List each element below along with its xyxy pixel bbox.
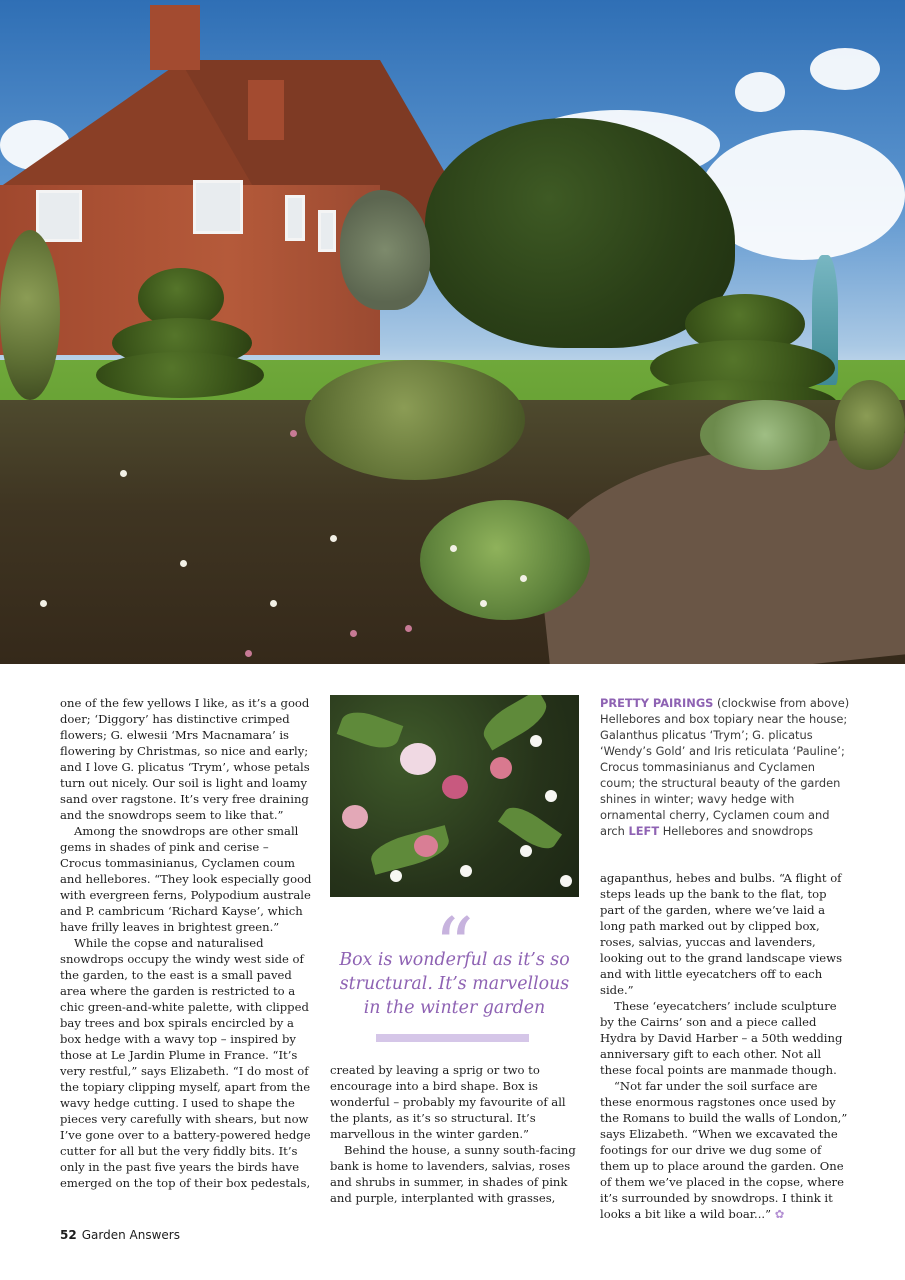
pull-quote-rule (376, 1034, 529, 1042)
snowdrop (450, 545, 457, 552)
chimney (150, 5, 200, 70)
hellebore-flower (414, 835, 438, 857)
caption-text: (clockwise from above) Hellebores and box topiary near the house; Galanthus plicatus ‘Trym’; G. plicatus ‘Wendy’s Gold’ and Iris reticulata ‘Pauline’; Crocus tommasinianus and Cyclamen coum; the structural beauty of the garden shines in winter; wavy hedge with ornamental cherry, Cyclamen coum and arch (600, 696, 850, 838)
paragraph-text: “Not far under the soil surface are these enormous ragstones once used by the Romans to build the walls of London,” says Elizabeth. “When we excavated the footings for our drive we dug some of them up to place around the garden. One of them we’ve placed in the copse, where it’s surrounded by snowdrops. I think it looks a bit like a wild boar...” (600, 1079, 848, 1221)
hellebore-flower (405, 625, 412, 632)
inset-photo (330, 695, 579, 897)
body-column-1 (60, 695, 312, 1191)
hellebore-flower (342, 805, 368, 829)
caption-text: Hellebores and snowdrops (659, 824, 814, 838)
window (193, 180, 243, 234)
caption-label: LEFT (628, 824, 660, 838)
hellebore-flower (400, 743, 436, 775)
snowdrop (520, 845, 532, 857)
snowdrop (530, 735, 542, 747)
magazine-name: Garden Answers (81, 1228, 180, 1242)
paragraph: These ‘eyecatchers’ include sculpture by the Cairns’ son and a piece called Hydra by David Harber – a 50th wedding anniversary gift to each other. Not all these focal points are manmade though. (600, 999, 843, 1077)
leaf (337, 706, 404, 755)
paragraph: Behind the house, a sunny south-facing bank is home to lavenders, salvias, roses and shrubs in summer, in shades of pink and purple, interplanted with grasses, (330, 1143, 576, 1205)
pull-quote: Box is wonderful as it’s so structural. It’s marvellous in the winter garden (339, 950, 570, 1018)
snowdrop (180, 560, 187, 567)
cloud (810, 48, 880, 90)
paragraph: Among the snowdrops are other small gems in shades of pink and cerise – Crocus tommasinianus, Cyclamen coum and hellebores. “They look especially good with evergreen ferns, Polypodium australe and P. cambricum ‘Richard Kayse’, which have frilly leaves in brightest green.” (60, 824, 312, 934)
snowdrop (270, 600, 277, 607)
paragraph: While the copse and naturalised snowdrops occupy the windy west side of the garden, to the east is a small paved area where the garden is restricted to a chic green-and-white palette, with clipped bay trees and box spirals encircled by a box hedge with a wavy top – inspired by those at Le Jardin Plume in France. “It’s very restful,” says Elizabeth. “I do most of the topiary clipping myself, apart from the wavy hedge cutting. I used to shape the pieces very carefully with shears, but now I’ve gone over to a battery-powered hedge cutter for all but the very fiddly bits. It’s only in the past five years the birds have emerged on the top of their box pedestals, (60, 936, 311, 1190)
cloud (735, 72, 785, 112)
folio (60, 1228, 180, 1242)
snowdrop (545, 790, 557, 802)
shrub (835, 380, 905, 470)
snowdrop (390, 870, 402, 882)
hellebore-flower (245, 650, 252, 657)
hellebore-flower (290, 430, 297, 437)
leaf (367, 825, 452, 875)
window (36, 190, 82, 242)
quote-mark-icon: “ (434, 902, 474, 992)
hellebore-clump (420, 500, 590, 620)
body-column-2 (330, 1062, 579, 1206)
topiary-box (96, 352, 264, 398)
window (318, 210, 336, 252)
paragraph: one of the few yellows I like, as it’s a good doer; ‘Diggory’ has distinctive crimped flowers; G. elwesii ‘Mrs Macnamara’ is flowering by Christmas, so nice and early; and I love G. plicatus ‘Trym’, whose petals turn out nicely. Our soil is light and loamy sand over ragstone. It’s very free draining and the snowdrops seem to like that.” (60, 696, 310, 822)
snowdrop (520, 575, 527, 582)
paragraph: created by leaving a sprig or two to encourage into a bird shape. Box is wonderful – probably my favourite of all the plants, as it’s so structural. It’s marvellous in the winter garden.” (330, 1063, 566, 1141)
window (285, 195, 305, 241)
snowdrop (40, 600, 47, 607)
hellebore-flower (350, 630, 357, 637)
hellebore-flower (490, 757, 512, 779)
shrub (0, 230, 60, 400)
snowdrop (480, 600, 487, 607)
photo-caption (600, 695, 852, 839)
caption-label: PRETTY PAIRINGS (600, 696, 714, 710)
body-column-3 (600, 870, 850, 1222)
paragraph: agapanthus, hebes and bulbs. “A flight of steps leads up the bank to the flat, top part of the garden, where we’ve laid a long path marked out by clipped box, roses, salvias, yuccas and lavenders, looking out to the grand landscape views and with little eyecatchers off to each side.” (600, 871, 843, 997)
hellebore-flower (442, 775, 468, 799)
shrub (700, 400, 830, 470)
snowdrop (330, 535, 337, 542)
paragraph (600, 1078, 850, 1222)
snowdrop (560, 875, 572, 887)
snowdrop (460, 865, 472, 877)
end-mark-icon: ✿ (774, 1207, 785, 1221)
page-number: 52 (60, 1228, 77, 1242)
snowdrop (120, 470, 127, 477)
shrub (305, 360, 525, 480)
chimney (248, 80, 284, 140)
